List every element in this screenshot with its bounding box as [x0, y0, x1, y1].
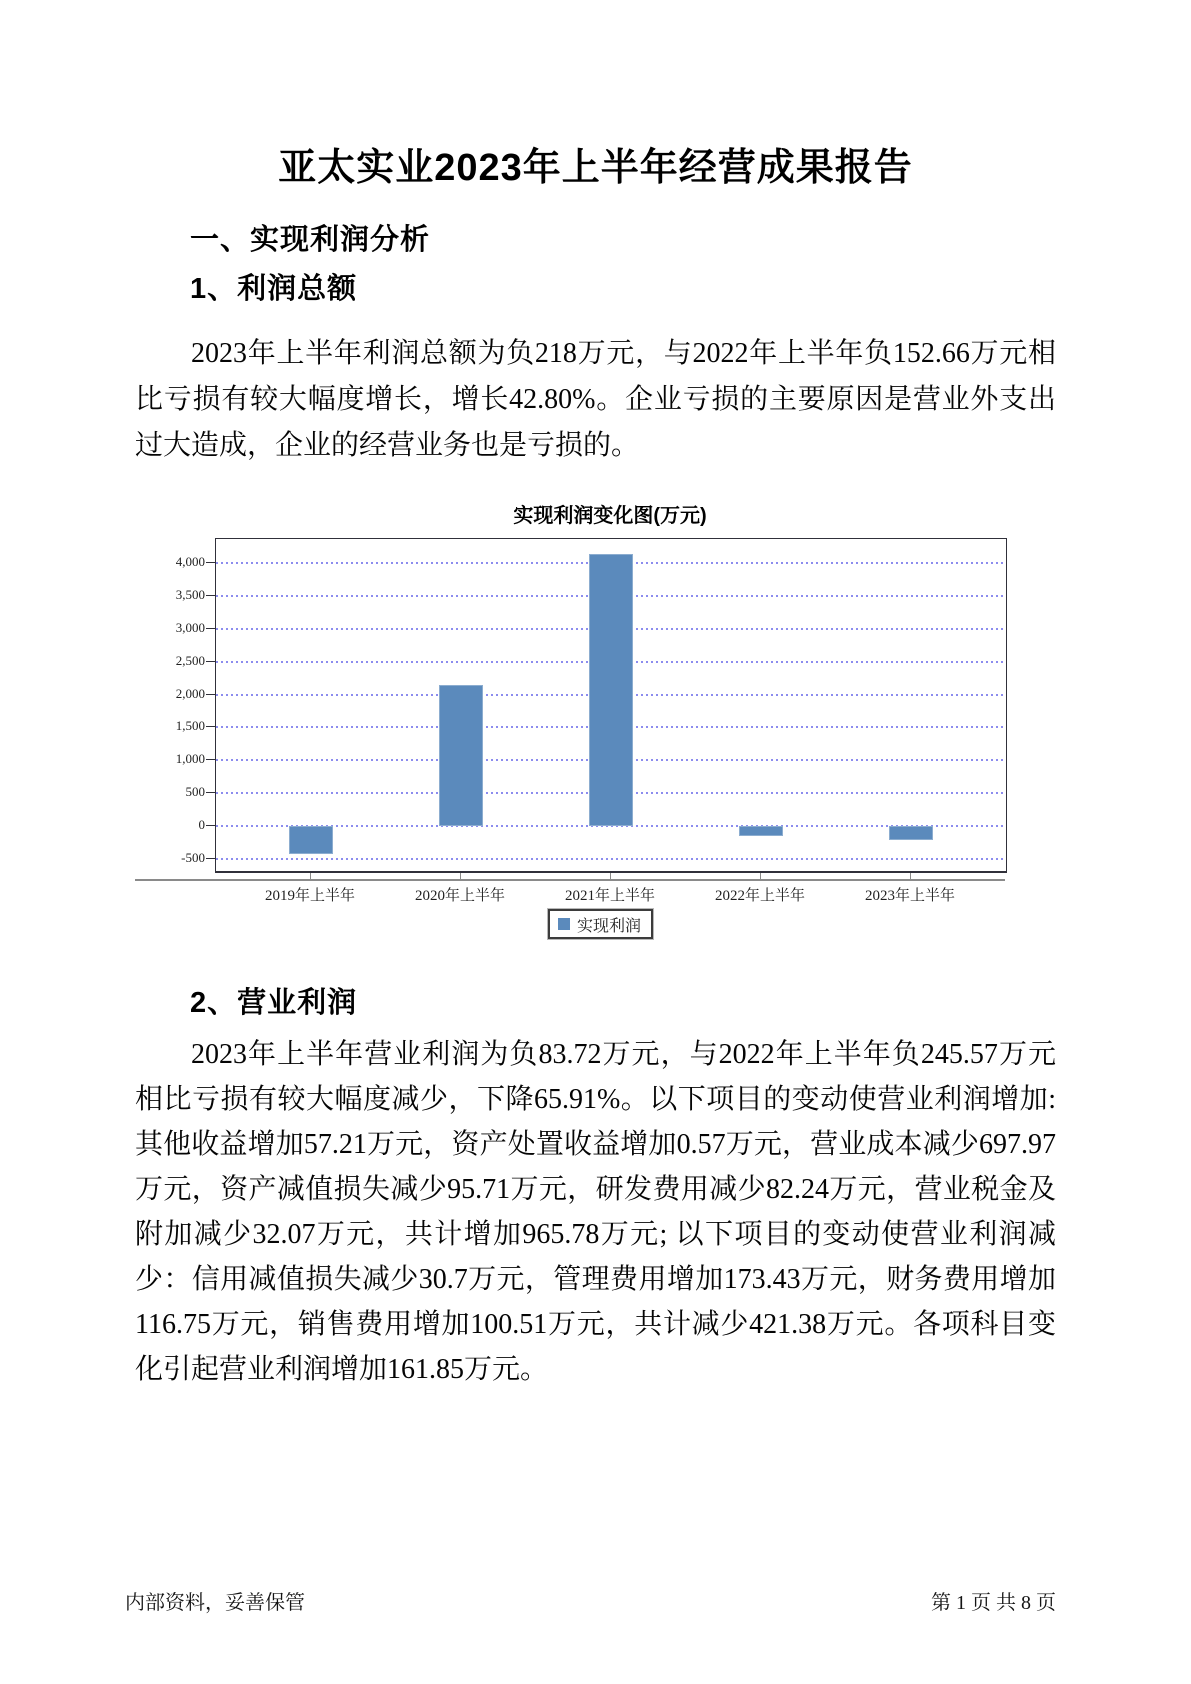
x-tick-mark: [610, 873, 611, 879]
x-tick-label: 2021年上半年: [564, 888, 655, 904]
y-tick-mark: [206, 759, 215, 760]
x-tick-mark: [910, 873, 911, 879]
y-tick-mark: [206, 858, 215, 859]
document-title-text: 亚太实业2023年上半年经营成果报告: [278, 147, 913, 189]
y-tick-label: 500: [185, 783, 205, 799]
document-title: [0, 136, 1191, 191]
x-tick-label: 2023年上半年: [864, 888, 955, 904]
y-tick-mark: [206, 694, 215, 695]
chart-legend: [548, 909, 653, 939]
legend-series-label: 实现利润: [577, 917, 642, 935]
paragraph-total-profit: 2023年上半年利润总额为负218万元，与2022年上半年负152.66万元相比亏损有较大幅度增长，增长42.80%。企业亏损的主要原因是营业外支出过大造成，企业的经营业务也是亏损的。: [135, 338, 1056, 461]
footer-confidential-note: 内部资料，妥善保管: [125, 1592, 305, 1614]
y-tick-label: 3,000: [175, 619, 205, 635]
footer-page-number: 第 1 页 共 8 页: [931, 1592, 1056, 1614]
y-tick-mark: [206, 595, 215, 596]
y-tick-mark: [206, 792, 215, 793]
chart-plot-area: [215, 538, 1007, 873]
bar-2020年上半年: [439, 685, 483, 826]
y-tick-label: 4,000: [175, 554, 205, 570]
chart-x-axis-line: [135, 879, 1005, 881]
section-heading-profit-analysis: 一、实现利润分析: [190, 224, 431, 256]
y-tick-label: 1,000: [175, 751, 205, 767]
y-tick-label: 0: [198, 816, 205, 832]
bar-2022年上半年: [739, 826, 783, 836]
subsection-heading-operating-profit: 2、营业利润: [190, 987, 358, 1019]
x-tick-label: 2019年上半年: [264, 888, 355, 904]
y-tick-mark: [206, 661, 215, 662]
y-tick-label: 2,000: [175, 685, 205, 701]
y-tick-mark: [206, 825, 215, 826]
bar-2023年上半年: [889, 826, 933, 840]
y-tick-mark: [206, 562, 215, 563]
y-tick-label: 2,500: [175, 652, 205, 668]
gridline--500: [216, 858, 1006, 860]
paragraph-operating-profit: 2023年上半年营业利润为负83.72万元，与2022年上半年负245.57万元相比亏损有较大幅度减少，下降65.91%。以下项目的变动使营业利润增加:其他收益增加57.21万元，资产处置收益增加0.57万元，营业成本减少697.97万元，资产减值损失减少95.71万元，研发费用减少82.24万元，营业税金及附加减少32.07万元，共计增加965.78万元; 以下项目的变动使营业利润减少：信用减值损失减少30.7万元，管理费用增加173.43万元，财务费用增加116.75万元，销售费用增加100.51万元，共计减少421.38万元。各项科目变化引起营业利润增加161.85万元。: [135, 1039, 1056, 1385]
y-tick-label: 3,500: [175, 587, 205, 603]
x-tick-label: 2020年上半年: [414, 888, 505, 904]
x-tick-mark: [460, 873, 461, 879]
bar-2019年上半年: [289, 826, 333, 854]
legend-color-swatch: [558, 918, 570, 930]
subsection-heading-total-profit: 1、利润总额: [190, 273, 358, 305]
y-tick-label: 1,500: [175, 718, 205, 734]
y-tick-mark: [206, 628, 215, 629]
y-tick-mark: [206, 726, 215, 727]
x-tick-mark: [760, 873, 761, 879]
chart-title: 实现利润变化图(万元): [513, 505, 707, 527]
bar-2021年上半年: [589, 554, 633, 826]
y-tick-label: -500: [181, 849, 205, 865]
x-tick-mark: [310, 873, 311, 879]
x-tick-label: 2022年上半年: [714, 888, 805, 904]
